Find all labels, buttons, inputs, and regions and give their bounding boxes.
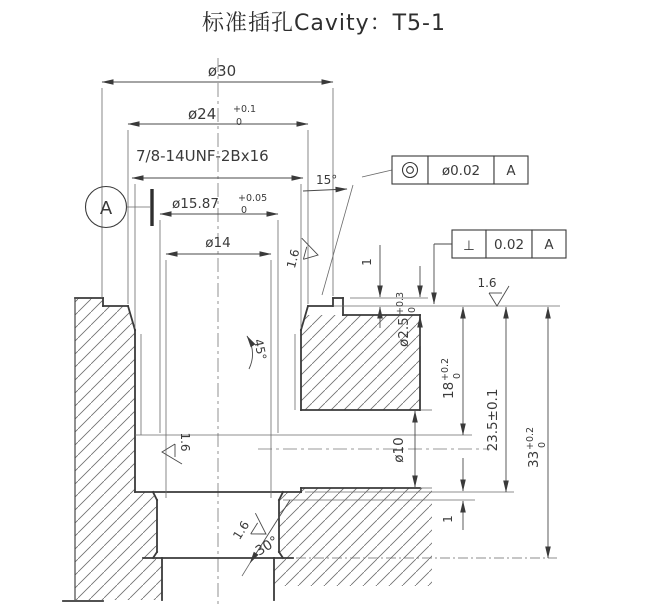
svg-text:0: 0 <box>537 441 548 448</box>
dim-thread <box>132 147 303 178</box>
dim-dia1587 <box>160 193 278 216</box>
svg-text:30°: 30° <box>252 533 282 560</box>
svg-text:+0.2: +0.2 <box>525 426 536 450</box>
svg-text:ø30: ø30 <box>207 62 237 80</box>
svg-text:ø10: ø10 <box>391 437 407 463</box>
svg-text:+0.2: +0.2 <box>440 357 451 381</box>
svg-text:33: 33 <box>526 450 542 468</box>
svg-text:0.02: 0.02 <box>493 237 525 253</box>
svg-text:0: 0 <box>407 306 418 313</box>
svg-text:18: 18 <box>441 381 457 399</box>
roughness-symbol-taper <box>284 236 321 274</box>
datum-label: A <box>99 198 113 219</box>
svg-text:A: A <box>544 237 554 253</box>
perpendicularity-icon: ⊥ <box>463 238 475 254</box>
svg-text:ø14: ø14 <box>205 235 231 251</box>
dim-angle15 <box>303 173 347 191</box>
svg-text:45°: 45° <box>251 337 270 362</box>
fcf-concentricity <box>362 156 528 184</box>
svg-text:0: 0 <box>236 117 243 128</box>
roughness-symbol-bore <box>162 432 192 464</box>
svg-text:1: 1 <box>360 258 374 266</box>
svg-text:ø15.87: ø15.87 <box>172 196 219 212</box>
svg-text:23.5±0.1: 23.5±0.1 <box>485 388 501 452</box>
svg-text:ø2.5: ø2.5 <box>396 317 412 347</box>
svg-text:+0.05: +0.05 <box>238 193 268 204</box>
svg-text:1.6: 1.6 <box>283 247 303 270</box>
dim-angle45 <box>247 336 269 369</box>
svg-text:7/8-14UNF-2Bx16: 7/8-14UNF-2Bx16 <box>136 147 269 165</box>
svg-text:1.6: 1.6 <box>230 518 253 543</box>
svg-text:+0.3: +0.3 <box>395 291 406 315</box>
svg-text:1: 1 <box>441 515 455 523</box>
svg-text:ø0.02: ø0.02 <box>441 163 481 179</box>
svg-text:A: A <box>506 163 516 179</box>
svg-text:1.6: 1.6 <box>178 432 192 452</box>
svg-text:15°: 15° <box>316 173 338 187</box>
dim-dia14 <box>166 235 271 254</box>
svg-text:ø24: ø24 <box>188 105 217 123</box>
dim-depth18 <box>440 307 463 435</box>
dim-dia30 <box>102 62 333 82</box>
dim-depth235 <box>485 307 506 492</box>
svg-text:0: 0 <box>452 372 463 379</box>
dim-depth33 <box>525 307 548 558</box>
roughness-symbol-seat <box>477 276 509 306</box>
dim-depth1-bottom <box>441 458 463 530</box>
svg-text:1.6: 1.6 <box>477 276 497 290</box>
datum-feature-a <box>86 187 153 228</box>
taper-angle-extension <box>322 185 353 295</box>
svg-text:0: 0 <box>241 205 248 216</box>
svg-text:+0.1: +0.1 <box>233 104 257 115</box>
drawing-title: 标准插孔Cavity：T5-1 <box>202 11 446 36</box>
